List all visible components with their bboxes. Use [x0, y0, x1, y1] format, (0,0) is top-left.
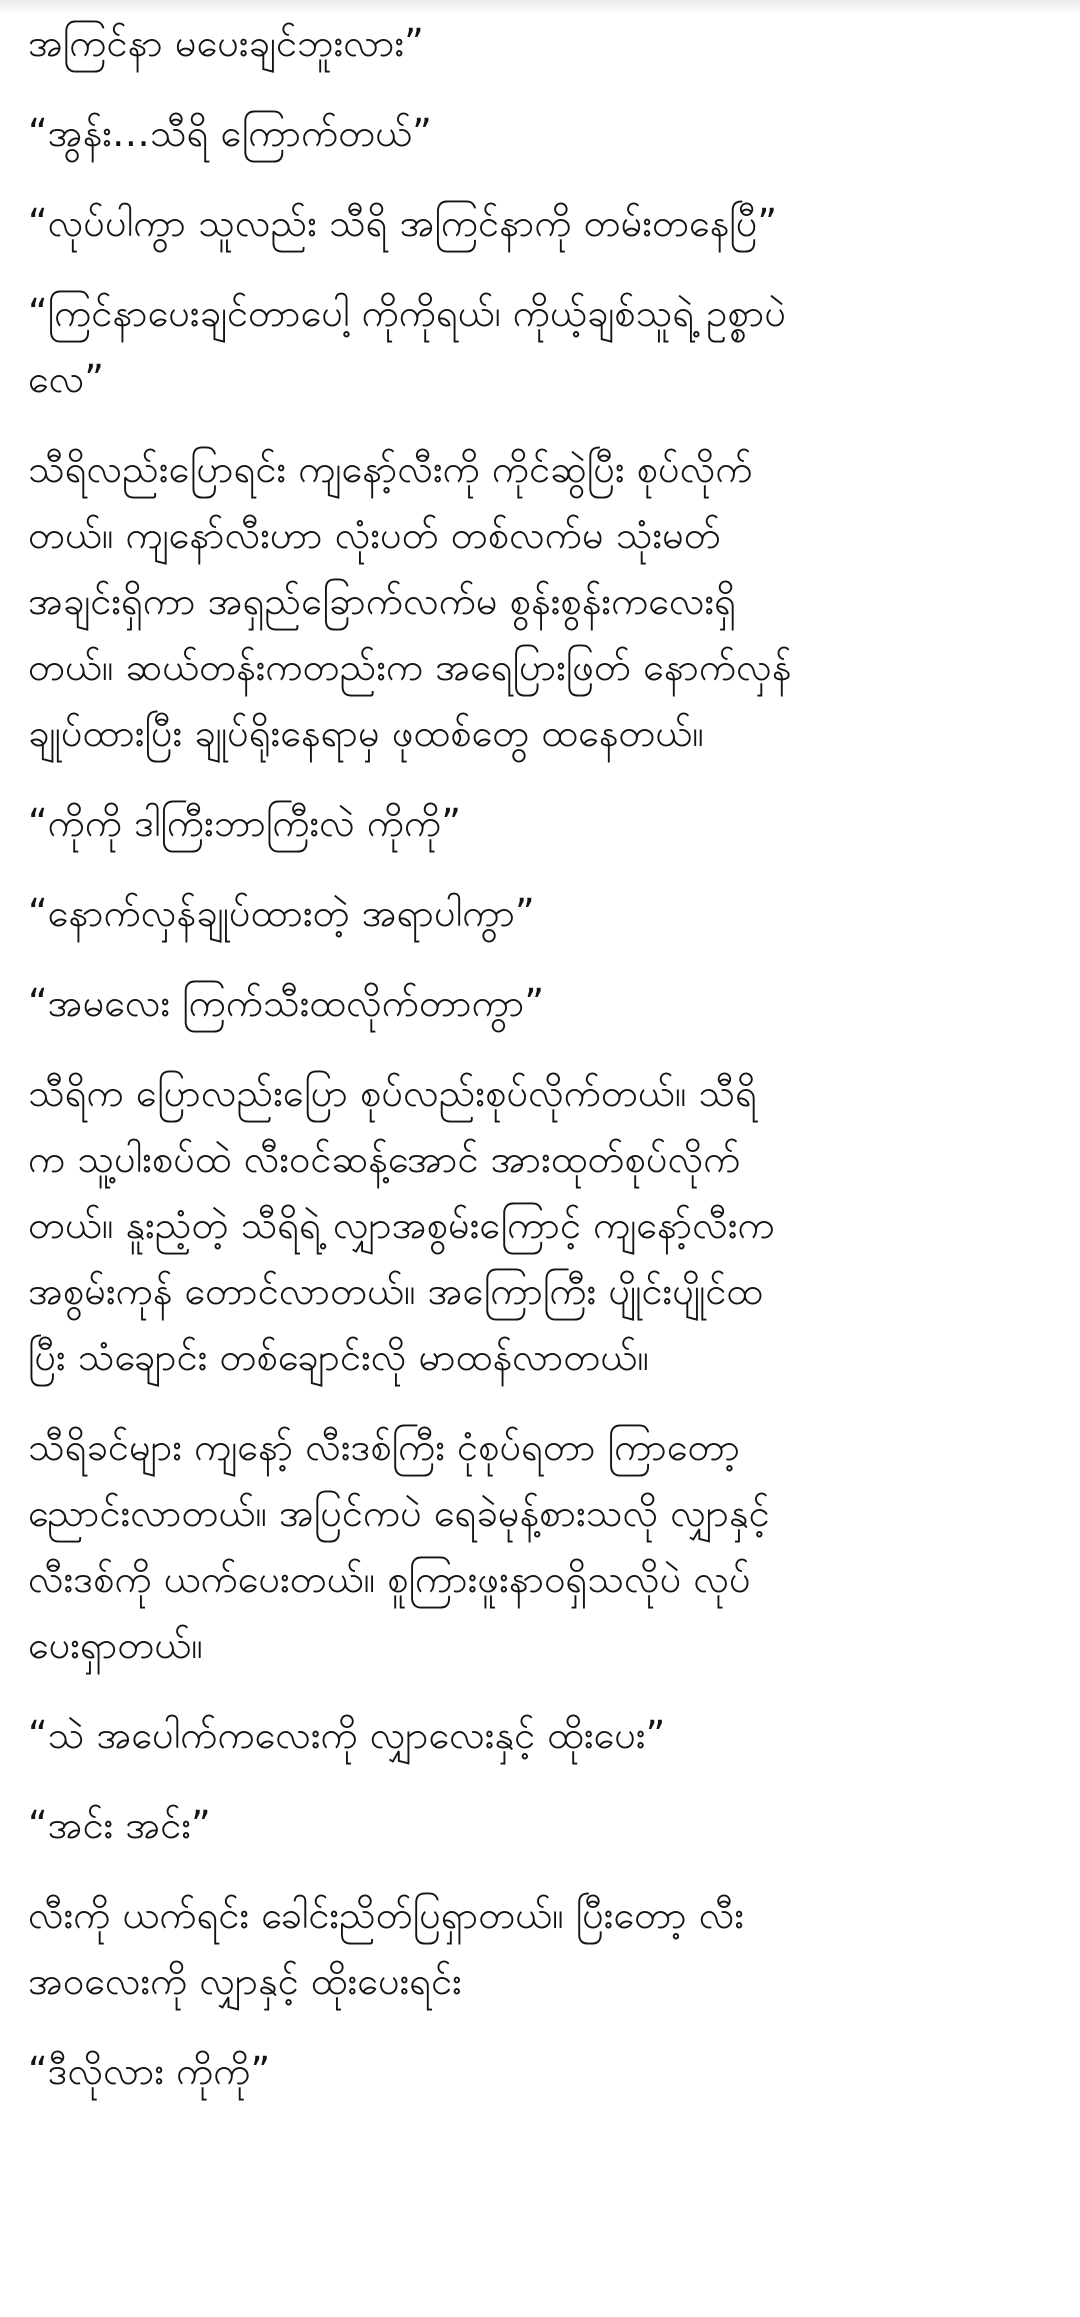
paragraph: သီရိက ပြောလည်းပြော စုပ်လည်းစုပ်လိုက်တယ်။ သီရိ က သူ့ပါးစပ်ထဲ လီးဝင်ဆန့်အောင် အားထုတ်စုပ်လိုက် တယ်။ နူးညံ့တဲ့ သီရိရဲ့ လျှာအစွမ်းကြောင့် ကျနော့်လီးက အစွမ်းကုန် တောင်လာတယ်။ အကြောကြီး ပျိုင်းပျိုင်ထ ပြီး သံချောင်း တစ်ချောင်းလို မာထန်လာတယ်။ [28, 1071, 775, 1379]
paragraph: “နောက်လှန်ချုပ်ထားတဲ့ အရာပါကွာ” [28, 891, 535, 935]
paragraph: “ဒီလိုလား ကိုကို” [28, 2049, 271, 2093]
paragraph: လီးကို ယက်ရင်း ခေါင်းညိတ်ပြရှာတယ်။ ပြီးတော့ လီး အဝလေးကို လျှာနှင့် ထိုးပေးရင်း [28, 1893, 745, 2003]
paragraph: “အမလေး ကြက်သီးထလိုက်တာကွာ” [28, 981, 545, 1025]
paragraph: “ကြင်နာပေးချင်တာပေါ့ ကိုကိုရယ်၊ ကိုယ့်ချစ်သူရဲ့ ဥစ္စာပဲ လေ” [28, 291, 786, 401]
paragraph: “ကိုကို ဒါကြီးဘာကြီးလဲ ကိုကို” [28, 801, 461, 845]
paragraph: “သဲ အပေါက်ကလေးကို လျှာလေးနှင့် ထိုးပေး” [28, 1713, 666, 1757]
paragraph: “အွန်း…သီရိ ကြောက်တယ်” [28, 111, 432, 155]
paragraph: သီရိခင်များ ကျနော့် လီးဒစ်ကြီး ငုံစုပ်ရတာ ကြာတော့ ညောင်းလာတယ်။ အပြင်ကပဲ ရေခဲမုန့်စားသလို လျှာနှင့် လီးဒစ်ကို ယက်ပေးတယ်။ စူကြားဖူးနာဝရှိသလိုပဲ လုပ် ပေးရှာတယ်။ [28, 1425, 770, 1667]
article-body [28, 0, 1052, 2128]
paragraph: “အင်း အင်း” [28, 1803, 211, 1847]
paragraph: အကြင်နာ မပေးချင်ဘူးလား” [28, 21, 424, 65]
paragraph: “လုပ်ပါကွာ သူလည်း သီရိ အကြင်နာကို တမ်းတနေပြီ” [28, 201, 778, 245]
paragraph: သီရိလည်းပြောရင်း ကျနော့်လီးကို ကိုင်ဆွဲပြီး စုပ်လိုက် တယ်။ ကျနော်လီးဟာ လုံးပတ် တစ်လက်မ သုံးမတ် အချင်းရှိကာ အရှည်ခြောက်လက်မ စွန်းစွန်းကလေးရှိ တယ်။ ဆယ်တန်းကတည်းက အရေပြားဖြတ် နောက်လှန် ချုပ်ထားပြီး ချုပ်ရိုးနေရာမှ ဖုထစ်တွေ ထနေတယ်။ [28, 447, 792, 755]
